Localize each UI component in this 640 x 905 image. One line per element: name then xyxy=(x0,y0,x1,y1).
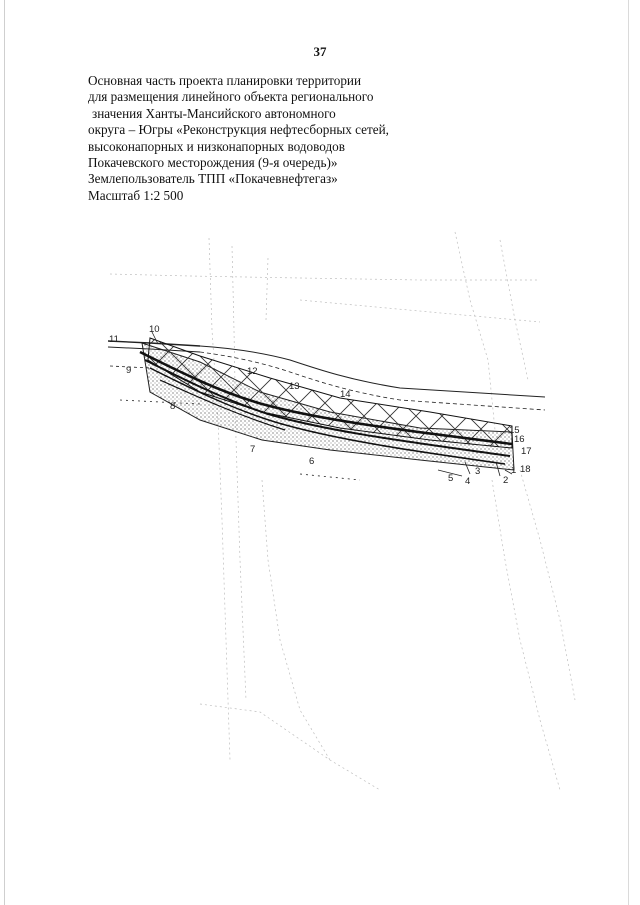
point-label-3: 3 xyxy=(475,466,481,477)
point-label-7: 7 xyxy=(250,444,256,455)
background-survey-lines xyxy=(110,232,575,790)
point-label-6: 6 xyxy=(309,456,315,467)
point-label-5: 5 xyxy=(448,473,454,484)
title-line-3: значения Ханты-Мансийского автономного xyxy=(92,105,336,121)
point-label-8: 8 xyxy=(170,401,176,412)
point-label-14: 14 xyxy=(340,389,351,400)
title-line-5: высоконапорных и низконапорных водоводов xyxy=(88,138,345,154)
point-label-16: 16 xyxy=(514,434,525,445)
land-user-line: Землепользователь ТПП «Покачевнефтегаз» xyxy=(88,171,338,187)
point-label-9: 9 xyxy=(126,365,132,376)
point-label-11: 11 xyxy=(109,334,119,345)
point-label-1: 1 xyxy=(511,465,517,476)
title-line-6: Покачевского месторождения (9-я очередь)» xyxy=(88,155,338,171)
title-line-2: для размещения линейного объекта регионального xyxy=(88,89,374,105)
point-label-18: 18 xyxy=(520,464,531,475)
point-label-2: 2 xyxy=(503,475,509,486)
point-label-4: 4 xyxy=(465,476,471,487)
point-label-12: 12 xyxy=(247,366,258,377)
title-line-1: Основная часть проекта планировки территории xyxy=(88,73,362,88)
title-line-4: округа – Югры «Реконструкция нефтесборных сетей, xyxy=(88,122,389,138)
point-label-17: 17 xyxy=(521,446,532,457)
point-label-13: 13 xyxy=(289,381,300,392)
page-number: 37 xyxy=(313,44,327,59)
point-label-10: 10 xyxy=(149,324,160,335)
point-label-15: 15 xyxy=(509,425,520,436)
scale-line: Масштаб 1:2 500 xyxy=(88,187,184,203)
